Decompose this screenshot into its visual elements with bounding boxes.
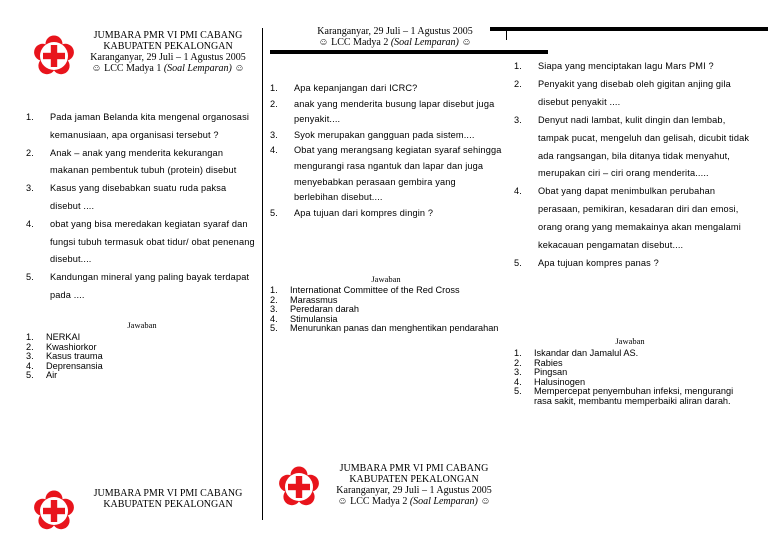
question-item: 5. Kandungan mineral yang paling bayak terdapat pada .... — [26, 272, 250, 300]
question-item: 2. anak yang menderita busung lapar disebut juga penyakit.... — [270, 98, 495, 125]
answer-item: 1. NERKAI — [26, 332, 81, 342]
answer-item: 2. Kwashiorkor — [26, 341, 97, 352]
panel2-answers-title: Jawaban — [371, 274, 401, 284]
question-item: 5. Apa tujuan kompres panas ? — [514, 257, 659, 268]
panel2-header — [300, 26, 490, 48]
question-item: 4. Obat yang dapat menimbulkan perubahan perasaan, pemikiran, kesadaran diri dan emosi, orang orang yang memakainya akan mengalami kekacauan pengamatan disebut.... — [514, 186, 741, 251]
question-item: 3. Syok merupakan gangguan pada sistem.... — [270, 129, 475, 140]
pmi-logo-icon — [33, 490, 75, 532]
question-item: 4. obat yang bisa meredakan kegiatan syaraf dan fungsi tubuh termasuk obat tidur/ obat penenang disebut.... — [26, 218, 255, 265]
pmi-logo-icon — [33, 35, 75, 77]
panel1-questions — [26, 109, 258, 305]
answer-item: 2. Rabies — [514, 357, 563, 368]
panel2-answers — [270, 286, 502, 334]
answer-item: 5. Air — [26, 370, 58, 381]
answer-item: 5. Menurunkan panas dan menghentikan pendarahan — [270, 323, 499, 334]
footer-region-line: KABUPATEN PEKALONGAN — [103, 499, 233, 510]
footer-event-line: ☺ LCC Madya 2 (Soal Lemparan) ☺ — [337, 496, 491, 507]
question-item: 4. Obat yang merangsang kegiatan syaraf sehingga mengurangi rasa ngantuk dan lapar dan juga menyebabkan perasaan gembira yang berlebihan disebut.... — [270, 145, 502, 203]
question-item: 2. Penyakit yang disebab oleh gigitan anjing gila disebut penyakit .... — [514, 78, 731, 107]
footer-org-line: JUMBARA PMR VI PMI CABANG — [93, 488, 243, 499]
header-bar-top — [490, 27, 768, 31]
footer-region-line: KABUPATEN PEKALONGAN — [349, 474, 479, 485]
answer-item: 3. Peredaran darah — [270, 304, 359, 315]
panel3-answers — [514, 349, 742, 407]
footer-date-line: Karanganyar, 29 Juli – 1 Agustus 2005 — [336, 485, 492, 496]
panel3-answers-title: Jawaban — [615, 336, 645, 346]
question-item: 2. Anak – anak yang menderita kekurangan makanan pembentuk tubuh (protein) disebut — [26, 147, 237, 176]
header-date-line: Karanganyar, 29 Juli – 1 Agustus 2005 — [90, 52, 246, 63]
panel3-questions — [514, 58, 758, 273]
question-item: 5. Apa tujuan dari kompres dingin ? — [270, 207, 434, 218]
answer-item: 3. Pingsan — [514, 367, 568, 378]
panel1-answers-title: Jawaban — [127, 320, 157, 330]
answer-item: 5. Mempercepat penyembuhan infeksi, mengurangi rasa sakit, membantu memperbaiki aliran darah. — [514, 386, 734, 406]
answer-item: 1. Internationat Committee of the Red Cross — [270, 285, 460, 295]
question-item: 1. Apa kepanjangan dari ICRC? — [270, 83, 418, 93]
header-bar-bottom — [270, 50, 548, 54]
header-event-line: ☺ LCC Madya 1 (Soal Lemparan) ☺ — [91, 63, 245, 74]
answer-item: 4. Deprensansia — [26, 360, 103, 371]
header-region-line: KABUPATEN PEKALONGAN — [103, 41, 233, 52]
panel2-footer — [326, 463, 502, 507]
header-event-line: ☺ LCC Madya 2 (Soal Lemparan) ☺ — [318, 37, 472, 48]
pmi-logo-icon — [278, 466, 320, 508]
answer-item: 1. Iskandar dan Jamalul AS. — [514, 348, 639, 358]
header-org-line: JUMBARA PMR VI PMI CABANG — [93, 30, 243, 41]
question-item: 3. Denyut nadi lambat, kulit dingin dan lembab, tampak pucat, mengeluh dan gelisah, dicubit tidak ada rangsangan, bila ditanya tidak menyahut, merupakan ciri – ciri orang menderita..... — [514, 114, 750, 179]
footer-org-line: JUMBARA PMR VI PMI CABANG — [339, 463, 489, 474]
question-item: 1. Pada jaman Belanda kita mengenal organosasi kemanusiaan, apa organisasi tersebut ? — [26, 112, 250, 140]
answer-item: 2. Marassmus — [270, 294, 338, 305]
answer-item: 4. Stimulansia — [270, 313, 338, 324]
answer-item: 4. Halusinogen — [514, 376, 586, 387]
panel1-answers — [26, 333, 258, 381]
panel1-footer — [80, 488, 256, 510]
question-item: 1. Siapa yang menciptakan lagu Mars PMI ? — [514, 61, 714, 71]
question-item: 3. Kasus yang disebabkan suatu ruda paksa disebut .... — [26, 183, 227, 211]
panel1-header — [80, 30, 256, 74]
answer-item: 3. Kasus trauma — [26, 351, 103, 362]
panel2-questions — [270, 81, 502, 221]
header-date-line: Karanganyar, 29 Juli – 1 Agustus 2005 — [317, 26, 473, 37]
column-divider-left — [262, 28, 263, 520]
